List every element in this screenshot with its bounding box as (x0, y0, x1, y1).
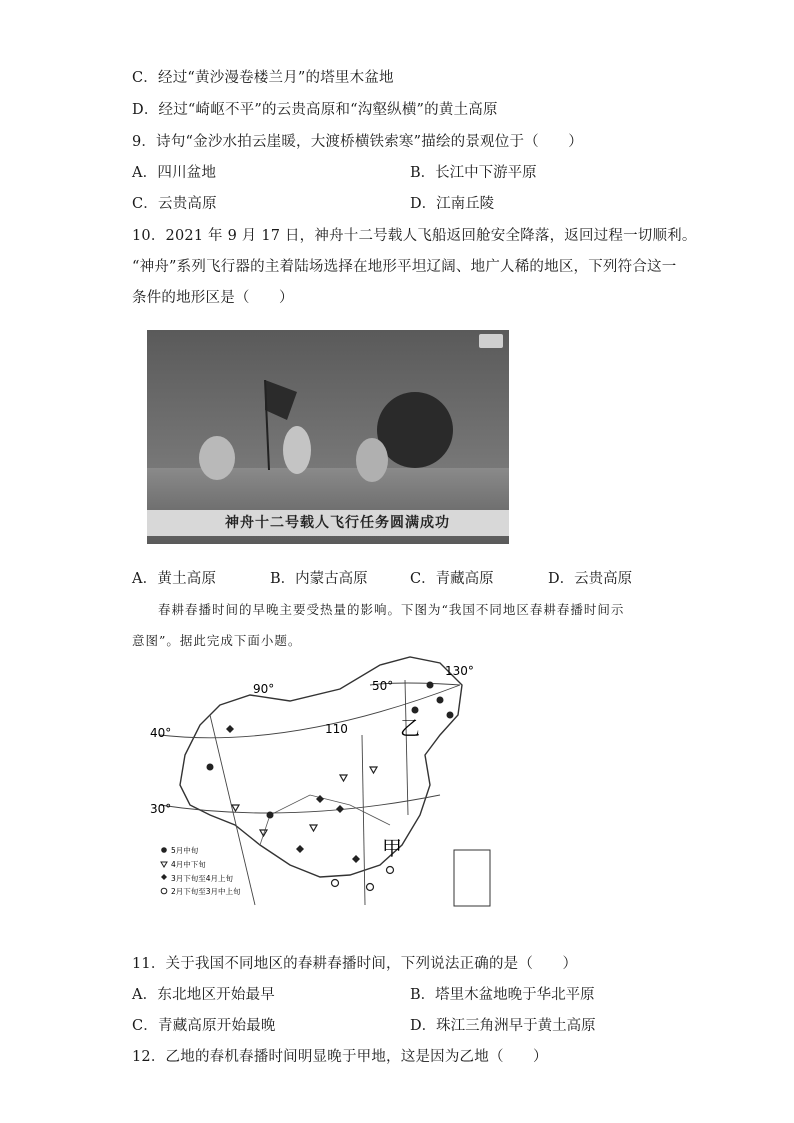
south-sea-inset (454, 850, 490, 906)
label-jia: 甲 (382, 836, 402, 860)
label-lon-110: 110 (325, 722, 348, 736)
photo-caption: 神舟十二号载人飞行任务圆满成功 (225, 515, 450, 531)
intro-line1: 春耕春播时间的早晚主要受热量的影响。下图为“我国不同地区春耕春播时间示 (158, 602, 625, 617)
legend-item-3: 3月下旬至4月上旬 (171, 874, 234, 883)
map-legend (161, 845, 241, 896)
markers-mar-late (226, 725, 360, 863)
meridian-110 (362, 735, 365, 905)
q11-stem: 11．关于我国不同地区的春耕春播时间，下列说法正确的是（ ） (132, 956, 578, 972)
person-2 (283, 426, 311, 474)
tv-logo (479, 334, 503, 348)
legend-item-1: 5月中旬 (171, 846, 199, 855)
label-yi: 乙 (400, 716, 420, 740)
q11-option-c: C．青藏高原开始最晚 (132, 1018, 276, 1034)
parallel-30 (160, 795, 440, 813)
caption-banner (147, 510, 509, 536)
q9-stem: 9．诗句“金沙水拍云崖暖，大渡桥横铁索寒”描绘的景观位于（ ） (132, 134, 583, 150)
q10-option-d: D．云贵高原 (548, 571, 633, 587)
q11-option-b: B．塔里木盆地晚于华北平原 (410, 987, 595, 1003)
q10-stem-line2: “神舟”系列飞行器的主着陆场选择在地形平坦辽阔、地广人稀的地区，下列符合这一 (132, 259, 677, 275)
province-lines (260, 795, 390, 845)
q9-option-d: D．江南丘陵 (410, 196, 495, 212)
label-lon-130: 130° (445, 664, 474, 678)
q10-option-c: C．青藏高原 (410, 571, 494, 587)
q9-option-b: B．长江中下游平原 (410, 165, 537, 181)
markers-may-mid (207, 682, 454, 819)
person-3 (356, 438, 388, 482)
intro-line2: 意图”。据此完成下面小题。 (132, 633, 302, 648)
flag (265, 380, 297, 420)
q10-stem-line3: 条件的地形区是（ ） (132, 290, 294, 306)
return-capsule (377, 392, 453, 468)
label-lat-30: 30° (150, 802, 172, 816)
q8-option-d: D．经过“崎岖不平”的云贵高原和“沟壑纵横”的黄土高原 (132, 102, 498, 118)
label-lat-50: 50° (372, 679, 394, 693)
china-planting-map (140, 655, 502, 923)
legend-item-2: 4月中下旬 (171, 860, 206, 869)
q11-option-d: D．珠江三角洲早于黄土高原 (410, 1018, 596, 1034)
meridian-130 (405, 680, 408, 815)
landing-photo (147, 330, 509, 544)
q12-stem: 12．乙地的春机春播时间明显晚于甲地，这是因为乙地（ ） (132, 1049, 548, 1065)
q8-option-c: C．经过“黄沙漫卷楼兰月”的塔里木盆地 (132, 70, 394, 86)
label-lat-40: 40° (150, 726, 172, 740)
q10-option-a: A．黄土高原 (132, 571, 217, 587)
label-lon-90: 90° (253, 682, 275, 696)
q11-option-a: A．东北地区开始最早 (132, 987, 275, 1003)
markers-apr-mid-late (232, 767, 377, 836)
q10-stem-line1: 10．2021 年 9 月 17 日，神舟十二号载人飞船返回舱安全降落，返回过程一切顺利。 (132, 228, 697, 244)
legend-item-4: 2月下旬至3月中上旬 (171, 887, 241, 896)
person-1 (199, 436, 235, 480)
q9-option-a: A．四川盆地 (132, 165, 217, 181)
q9-option-c: C．云贵高原 (132, 196, 217, 212)
q10-option-b: B．内蒙古高原 (270, 571, 368, 587)
